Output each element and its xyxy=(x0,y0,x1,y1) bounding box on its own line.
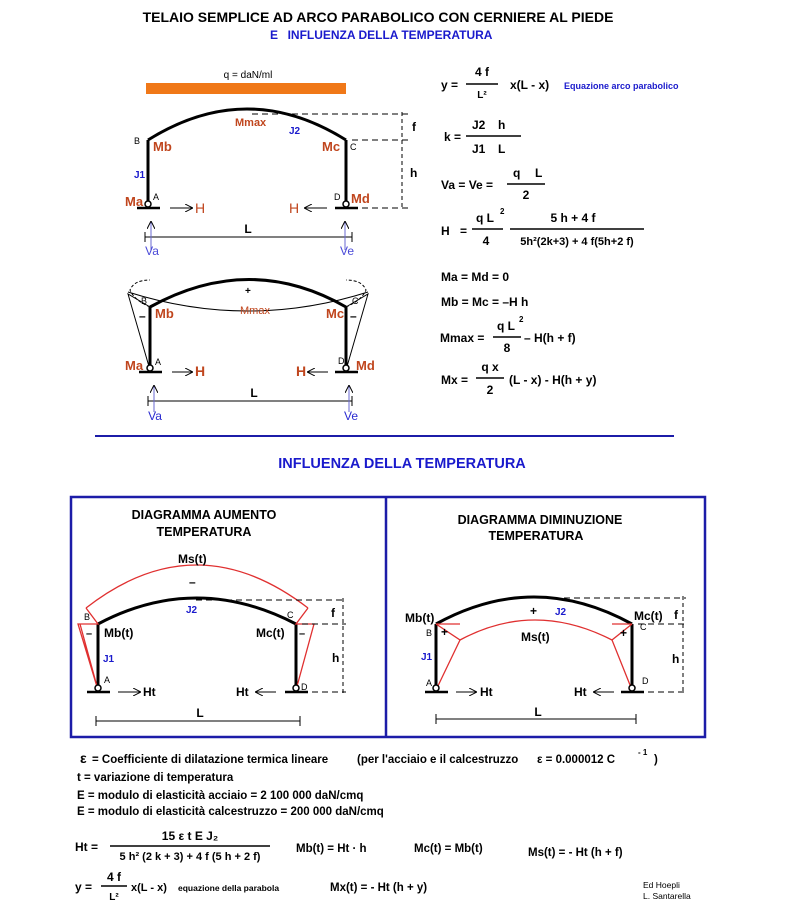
formula-k-den1: J1 xyxy=(472,142,486,156)
formula-y-rhs: x(L - x) xyxy=(510,78,550,92)
mbt-formula: Mb(t) = Ht · h xyxy=(296,843,367,855)
mxt-formula: Mx(t) = - Ht (h + y) xyxy=(330,882,428,894)
node-c2-label: C xyxy=(352,296,359,306)
decrease-plus-right: + xyxy=(620,626,628,640)
ht-denominator: 5 h² (2 k + 3) + 4 f (5 h + 2 f) xyxy=(119,851,261,863)
formula-k-lhs: k = xyxy=(444,130,462,144)
reaction-va2-label: Va xyxy=(148,409,162,423)
decrease-mb-label: Mb(t) xyxy=(405,611,435,625)
j2-label: J2 xyxy=(289,126,301,137)
formula-h-num-exp: 2 xyxy=(500,207,505,216)
formula-h-num2: 5 h + 4 f xyxy=(550,211,596,225)
temperature-variation-def: t = variazione di temperatura xyxy=(77,772,234,784)
increase-mb-label: Mb(t) xyxy=(104,626,134,640)
formula-va-den: 2 xyxy=(522,188,530,202)
height-h-label: h xyxy=(410,166,418,180)
reaction-va-label: Va xyxy=(145,244,159,258)
decrease-ms-label: Ms(t) xyxy=(521,630,550,644)
increase-c-label: C xyxy=(287,610,294,620)
page-title: TELAIO SEMPLICE AD ARCO PARABOLICO CON CERNIERE AL PIEDE xyxy=(142,9,614,25)
decrease-j1-label: J1 xyxy=(421,652,433,663)
formula-k-num1: J2 xyxy=(472,118,486,132)
formula-y-lhs: y = xyxy=(441,78,459,92)
mc-label: Mc xyxy=(322,139,341,154)
notes-block xyxy=(77,748,658,818)
thrust-right2-label: H xyxy=(296,363,307,379)
node-b2-label: B xyxy=(141,296,148,306)
increase-b-label: B xyxy=(84,612,91,622)
increase-a-label: A xyxy=(104,675,111,685)
j1-label: J1 xyxy=(134,170,146,181)
increase-moment-curve xyxy=(86,565,308,608)
negative-sign-left: – xyxy=(139,309,146,323)
epsilon-definition: = Coefficiente di dilatazione termica lineare xyxy=(92,754,329,766)
formula-mmax-num: q L xyxy=(497,319,515,333)
decrease-mc-label: Mc(t) xyxy=(634,609,663,623)
mmax-label: Mmax xyxy=(235,117,267,129)
increase-mc-label: Mc(t) xyxy=(256,626,285,640)
formula-mmax-den: 8 xyxy=(503,341,511,355)
span-l-label: L xyxy=(244,222,252,236)
increase-j1-label: J1 xyxy=(103,654,115,665)
md2-label: Md xyxy=(356,358,375,373)
parabola-y-den: L² xyxy=(109,892,119,903)
ma2-label: Ma xyxy=(125,358,144,373)
formula-block xyxy=(440,65,679,397)
parabola-y-lhs: y = xyxy=(75,880,93,894)
md-label: Md xyxy=(351,191,370,206)
formula-mmax-num-exp: 2 xyxy=(519,315,524,324)
decrease-c-label: C xyxy=(640,622,647,632)
formula-mb: Mb = Mc = –H h xyxy=(441,295,529,309)
epsilon-note: (per l'acciaio e il calcestruzzo xyxy=(357,754,519,766)
ma-label: Ma xyxy=(125,194,144,209)
mc2-label: Mc xyxy=(326,306,345,321)
load-label: q = daN/ml xyxy=(223,70,273,81)
panel-left-title2: TEMPERATURA xyxy=(156,525,252,539)
subtitle-prefix: E xyxy=(269,28,279,42)
node-b-label: B xyxy=(134,136,141,146)
decrease-ht-right: Ht xyxy=(574,685,587,699)
node-d-label: D xyxy=(334,192,341,202)
parabola-y-rhs: x(L - x) xyxy=(131,882,167,894)
increase-minus-left: – xyxy=(86,628,93,640)
span2-l-label: L xyxy=(250,386,258,400)
frame-2-moment-diagram xyxy=(125,280,375,424)
thrust-right-label: H xyxy=(289,200,300,216)
rise-f-label: f xyxy=(412,120,416,134)
formula-va-lhs: Va = Ve = xyxy=(441,178,494,192)
steel-modulus-def: E = modulo di elasticità acciaio = 2 100 000 daN/cmq xyxy=(77,790,364,802)
formula-k-num2: h xyxy=(498,118,506,132)
increase-minus-right: – xyxy=(299,628,306,640)
mb-label: Mb xyxy=(153,139,172,154)
ht-lhs: Ht = xyxy=(75,840,99,854)
increase-h-label: h xyxy=(332,651,340,665)
ht-numerator: 15 ε t E J₂ xyxy=(161,829,219,843)
reaction-ve-label: Ve xyxy=(339,244,355,258)
panel-temperature-decrease xyxy=(405,513,686,724)
section-title: INFLUENZA DELLA TEMPERATURA xyxy=(278,456,526,472)
mct-formula: Mc(t) = Mb(t) xyxy=(414,843,483,855)
panel-left-title1: DIAGRAMMA AUMENTO xyxy=(131,508,277,522)
frame-1-diagram xyxy=(125,70,417,258)
decrease-h-label: h xyxy=(672,652,680,666)
formula-h-den2: 5h²(2k+3) + 4 f(5h+2 f) xyxy=(520,236,634,248)
formula-mmax-lhs: Mmax = xyxy=(440,331,485,345)
increase-ms-label: Ms(t) xyxy=(178,552,207,566)
credit-publisher: Ed Hoepli xyxy=(643,880,680,890)
decrease-plus-center: + xyxy=(530,604,538,618)
increase-ht-right: Ht xyxy=(236,685,249,699)
increase-j2-label: J2 xyxy=(186,605,198,616)
mst-formula: Ms(t) = - Ht (h + f) xyxy=(528,847,623,859)
formula-mmax-rhs: – H(h + f) xyxy=(524,331,576,345)
formula-mx-rhs: (L - x) - H(h + y) xyxy=(509,373,597,387)
epsilon-close: ) xyxy=(654,754,658,766)
decrease-b-label: B xyxy=(426,628,433,638)
node-a2-label: A xyxy=(155,357,162,367)
formula-y-note: Equazione arco parabolico xyxy=(564,81,679,91)
formula-mx-lhs: Mx = xyxy=(441,373,469,387)
decrease-ht-left: Ht xyxy=(480,685,493,699)
increase-l-label: L xyxy=(196,706,204,720)
formula-k-den2: L xyxy=(498,142,506,156)
formula-va-num2: L xyxy=(535,166,543,180)
formula-h-num: q L xyxy=(476,211,494,225)
thrust-left2-label: H xyxy=(195,363,206,379)
parabola-y-note: equazione della parabola xyxy=(178,883,280,893)
increase-d-label: D xyxy=(301,682,308,692)
credit-author: L. Santarella xyxy=(643,891,691,901)
epsilon-unit-exp: - 1 xyxy=(638,748,648,757)
reaction-ve2-label: Ve xyxy=(343,409,359,423)
panel-temperature-increase xyxy=(78,508,346,726)
formula-h-lhs: H xyxy=(441,224,450,238)
mmax2-label: Mmax xyxy=(240,305,270,317)
mb2-label: Mb xyxy=(155,306,174,321)
temperature-formulas xyxy=(75,829,623,903)
decrease-f-label: f xyxy=(674,608,678,622)
epsilon-value: ε = 0.000012 C xyxy=(537,754,616,766)
formula-y-num: 4 f xyxy=(474,65,490,79)
panel-right-title2: TEMPERATURA xyxy=(488,529,584,543)
node-a-label: A xyxy=(153,192,160,202)
parabola-y-num: 4 f xyxy=(106,870,122,884)
panel-right-title1: DIAGRAMMA DIMINUZIONE xyxy=(457,513,623,527)
decrease-j2-label: J2 xyxy=(555,607,567,618)
page-subtitle: INFLUENZA DELLA TEMPERATURA xyxy=(287,28,493,42)
node-c-label: C xyxy=(350,142,357,152)
concrete-modulus-def: E = modulo di elasticità calcestruzzo = 200 000 daN/cmq xyxy=(77,806,384,818)
positive-sign: + xyxy=(245,286,251,297)
distributed-load-bar xyxy=(146,83,346,94)
decrease-plus-left: + xyxy=(441,625,449,639)
decrease-d-label: D xyxy=(642,676,649,686)
formula-va-num1: q xyxy=(513,166,521,180)
epsilon-symbol: ε xyxy=(80,750,87,766)
increase-minus-center: – xyxy=(189,575,196,589)
node-d2-label: D xyxy=(338,356,345,366)
increase-f-label: f xyxy=(331,606,335,620)
decrease-l-label: L xyxy=(534,705,542,719)
negative-sign-right: – xyxy=(350,309,357,323)
formula-mx-den: 2 xyxy=(486,383,494,397)
increase-ht-left: Ht xyxy=(143,685,156,699)
formula-mx-num: q x xyxy=(481,360,499,374)
formula-h-den: 4 xyxy=(482,234,490,248)
formula-h-eq: = xyxy=(460,224,468,238)
thrust-left-label: H xyxy=(195,200,206,216)
decrease-a-label: A xyxy=(426,678,433,688)
formula-y-den: L² xyxy=(477,90,487,101)
formula-ma: Ma = Md = 0 xyxy=(441,270,510,284)
